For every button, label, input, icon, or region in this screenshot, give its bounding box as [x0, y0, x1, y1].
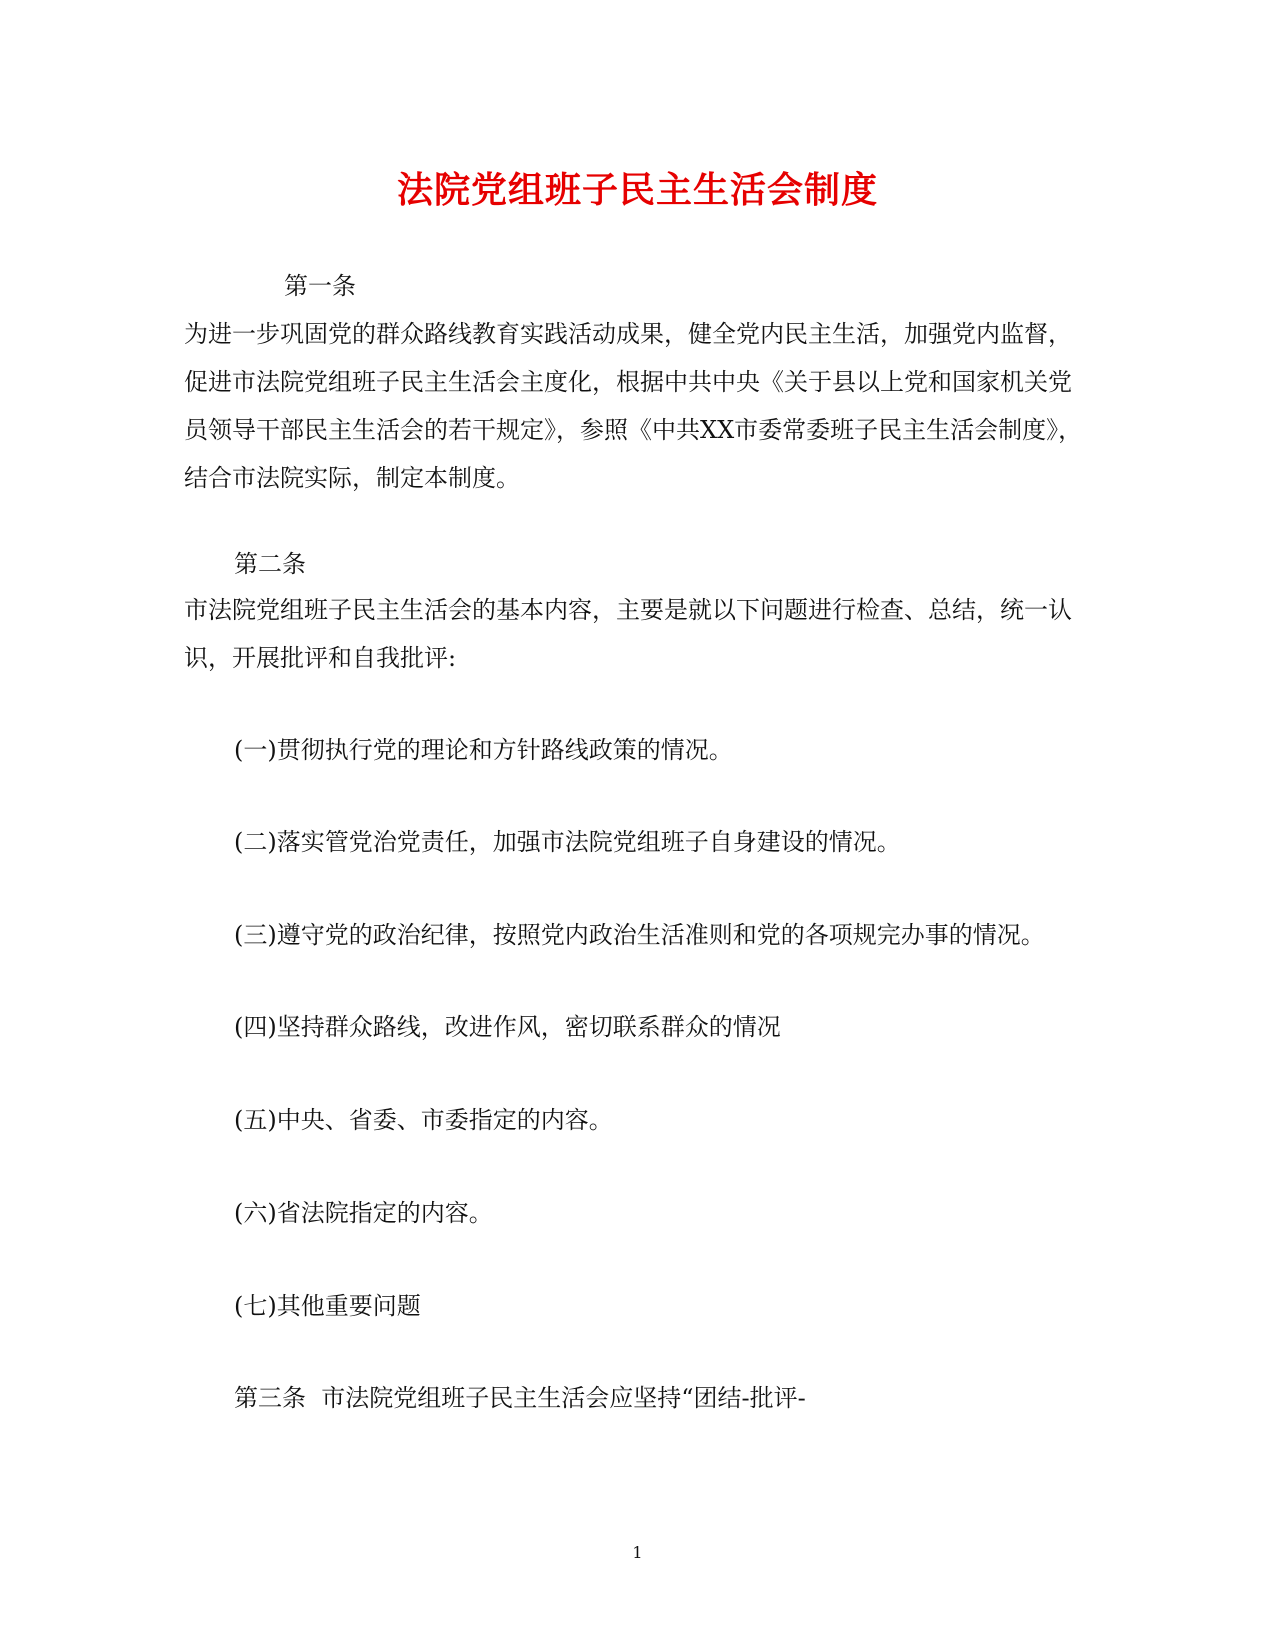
article-2-item-3: (三)遵守党的政治纪律，按照党内政治生活准则和党的各项规完办事的情况。	[234, 921, 1045, 949]
article-2-item-4: (四)坚持群众路线，改进作风，密切联系群众的情况	[234, 1013, 781, 1041]
article-2-item-2: (二)落实管党治党责任，加强市法院党组班子自身建设的情况。	[234, 828, 901, 856]
article-2-item-1: (一)贯彻执行党的理论和方针路线政策的情况。	[234, 736, 733, 764]
article-1-body: 为进一步巩固党的群众路线教育实践活动成果，健全党内民主生活，加强党内监督，促进市法院党组班子民主生活会主度化，根据中共中央《关于县以上党和国家机关党员领导干部民主生活会的若干规定》，参照《中共XX市委常委班子民主生活会制度》，结合市法院实际，制定本制度。	[184, 320, 1083, 492]
article-2-body: 市法院党组班子民主生活会的基本内容，主要是就以下问题进行检查、总结，统一认识，开展批评和自我批评:	[184, 596, 1072, 672]
page-number: 1	[632, 1543, 643, 1562]
document-title: 法院党组班子民主生活会制度	[396, 169, 878, 211]
article-2-item-6: (六)省法院指定的内容。	[234, 1199, 493, 1227]
article-1-heading: 第一条	[284, 272, 356, 300]
article-3-text: 第三条 市法院党组班子民主生活会应坚持“团结-批评-	[234, 1384, 806, 1412]
article-2-item-5: (五)中央、省委、市委指定的内容。	[234, 1106, 613, 1134]
article-2-item-7: (七)其他重要问题	[234, 1292, 421, 1320]
article-2-heading: 第二条	[234, 550, 306, 578]
